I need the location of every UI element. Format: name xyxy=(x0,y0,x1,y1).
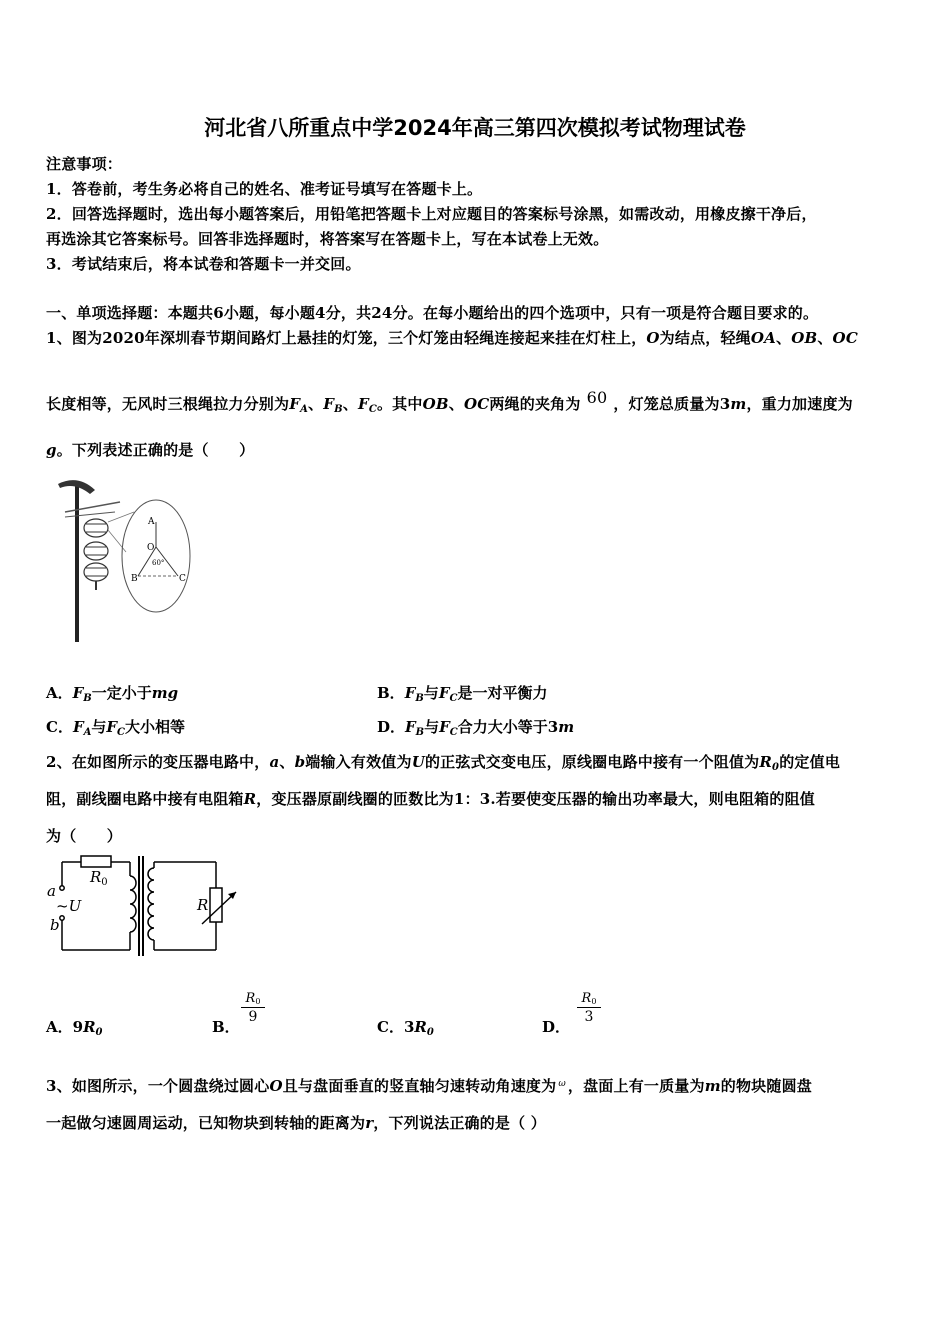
q2-option-b[interactable]: B． xyxy=(212,1018,240,1036)
label-A: A xyxy=(148,517,155,527)
label-C: C xyxy=(179,574,186,584)
q2-option-c[interactable]: C．$3R_0$ xyxy=(377,1018,434,1038)
omega-symbol: ω xyxy=(558,1079,566,1089)
notice-item-1: 1．答卷前，考生务必将自己的姓名、准考证号填写在答题卡上。 xyxy=(46,180,483,198)
label-R0: $R_0$ xyxy=(90,868,108,888)
label-angle: 60° xyxy=(152,559,165,567)
q2-line-3: 为（ ） xyxy=(46,827,123,845)
notice-heading: 注意事项： xyxy=(46,155,123,173)
q1-line-2: 长度相等，无风时三根绳拉力分别为$F_A$、$F_B$、$F_C$。其中OB、OC两绳的夹角为 60 ，灯笼总质量为3m，重力加速度为 xyxy=(46,388,853,415)
transformer-circuit-figure xyxy=(44,852,249,957)
q2-line-1: 2、在如图所示的变压器电路中，a、b端输入有效值为U的正弦式交变电压，原线圈电路中接有一个阻值为$R_0$的定值电 xyxy=(46,753,841,773)
q2-option-d-fraction: $\frac{R0}{3}$ xyxy=(577,991,601,1025)
q1-option-d[interactable]: D．$F_B$与$F_C$合力大小等于3m xyxy=(377,718,575,738)
q1-option-a[interactable]: A．$F_B$一定小于mg xyxy=(46,684,179,704)
label-U: ~U xyxy=(56,897,82,915)
q1-option-b[interactable]: B．$F_B$与$F_C$是一对平衡力 xyxy=(377,684,548,704)
angle-value: 60 xyxy=(586,388,608,407)
label-R: R xyxy=(197,896,209,914)
q3-line-2: 一起做匀速圆周运动，已知物块到转轴的距离为r，下列说法正确的是（ ） xyxy=(46,1114,546,1132)
lantern-figure xyxy=(50,472,200,647)
q1-line-1: 1、图为2020年深圳春节期间路灯上悬挂的灯笼，三个灯笼由轻绳连接起来挂在灯柱上，O为结点，轻绳OA、OB、OC xyxy=(46,329,858,347)
label-O: O xyxy=(147,543,155,553)
q3-line-1: 3、如图所示，一个圆盘绕过圆心O且与盘面垂直的竖直轴匀速转动角速度为 $^\omega$ ，盘面上有一质量为m的物块随圆盘 xyxy=(46,1077,812,1095)
q2-option-a[interactable]: A．$9R_0$ xyxy=(46,1018,103,1038)
notice-item-3: 3．考试结束后，将本试卷和答题卡一并交回。 xyxy=(46,255,361,273)
section-heading: 一、单项选择题：本题共6小题，每小题4分，共24分。在每小题给出的四个选项中，只有一项是符合题目要求的。 xyxy=(46,304,819,322)
label-b: b xyxy=(50,916,60,934)
label-a: a xyxy=(47,882,56,900)
q2-option-b-fraction: $\frac{R0}{9}$ xyxy=(241,991,265,1025)
q1-line-3: g。下列表述正确的是（ ） xyxy=(46,441,255,459)
q2-line-2: 阻，副线圈电路中接有电阻箱R，变压器原副线圈的匝数比为1：3.若要使变压器的输出功率最大，则电阻箱的阻值 xyxy=(46,790,815,808)
q1-option-c[interactable]: C．$F_A$与$F_C$大小相等 xyxy=(46,718,186,738)
label-B: B xyxy=(131,574,138,584)
notice-item-2b: 再选涂其它答案标号。回答非选择题时，将答案写在答题卡上，写在本试卷上无效。 xyxy=(46,230,609,248)
q2-option-d[interactable]: D． xyxy=(542,1018,571,1036)
notice-item-2a: 2．回答选择题时，选出每小题答案后，用铅笔把答题卡上对应题目的答案标号涂黑，如需改动，用橡皮擦干净后， xyxy=(46,205,817,223)
page-title: 河北省八所重点中学2024年高三第四次模拟考试物理试卷 xyxy=(204,116,746,140)
